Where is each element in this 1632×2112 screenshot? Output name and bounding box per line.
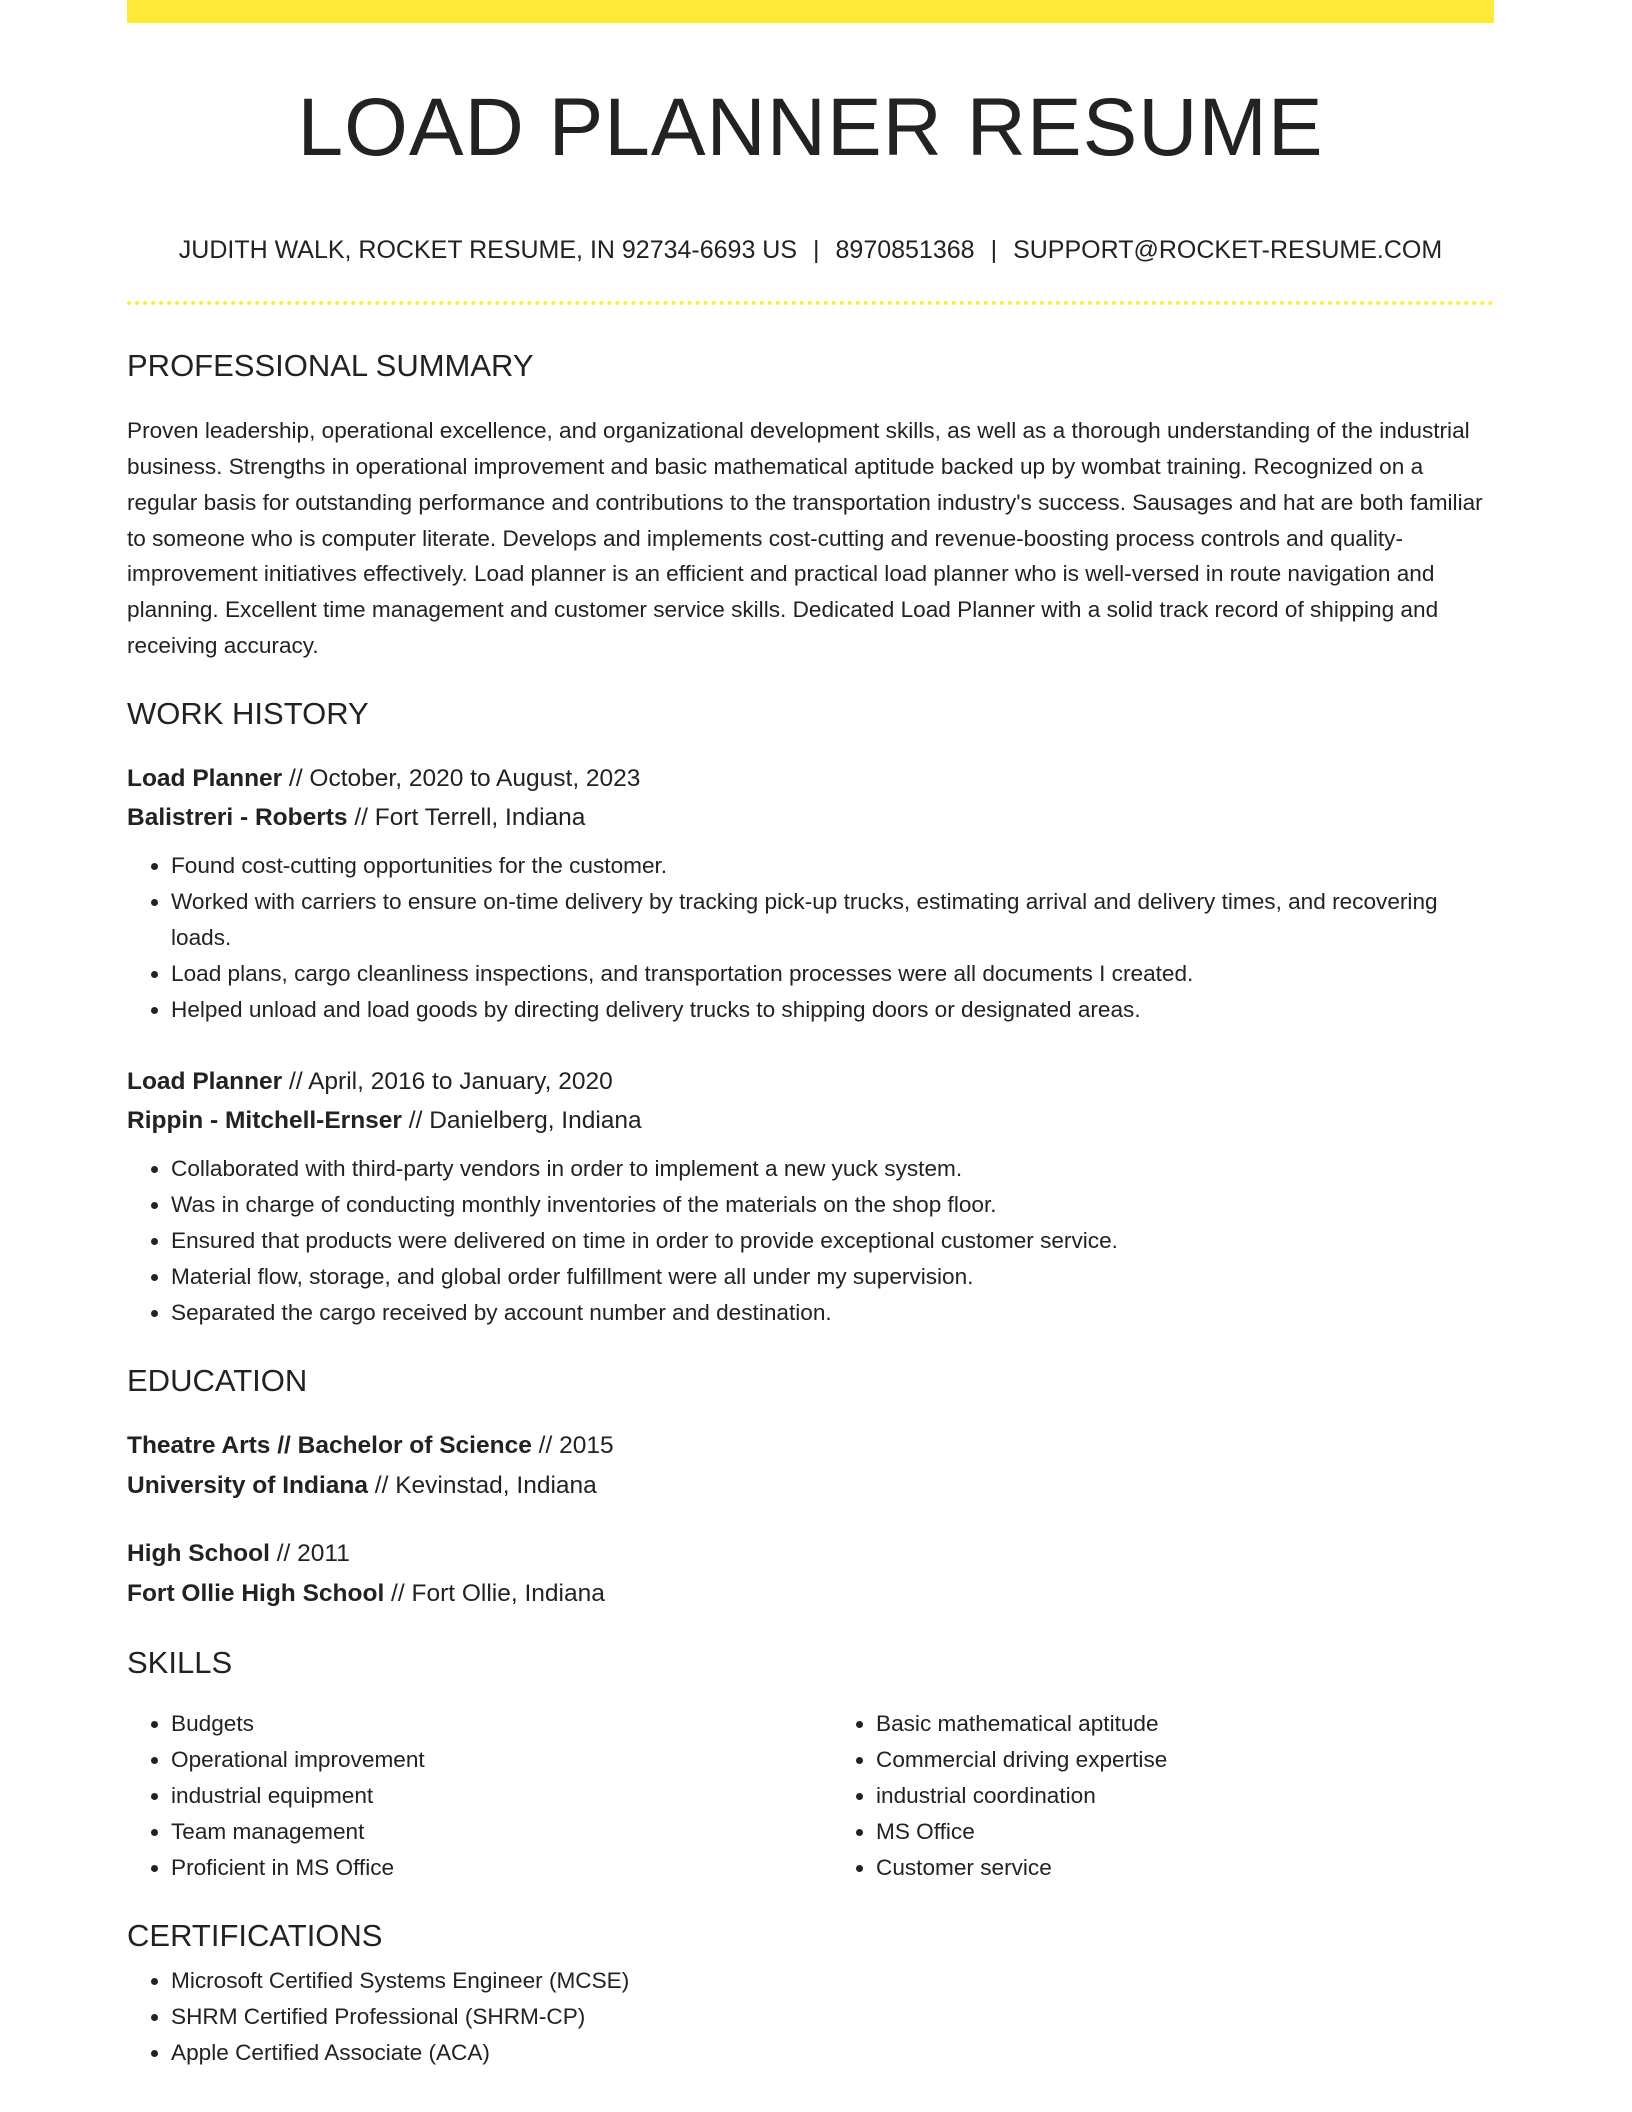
job-company: Balistreri - Roberts <box>127 804 348 832</box>
list-item: • Separated the cargo received by account number and destination. <box>171 1295 1494 1331</box>
skill-item: • Budgets <box>171 1706 789 1742</box>
contact-phone: 8970851368 <box>835 236 975 265</box>
skills-column-right <box>832 1706 1494 1886</box>
job-company-line <box>127 1101 1494 1141</box>
degree-line <box>127 1534 1494 1574</box>
job-company: Rippin - Mitchell-Ernser <box>127 1107 402 1135</box>
school-line <box>127 1574 1494 1614</box>
skill-item: • Operational improvement <box>171 1742 789 1778</box>
skill-item: • Basic mathematical aptitude <box>876 1706 1494 1742</box>
skills-columns <box>127 1706 1494 1886</box>
certification-item: • SHRM Certified Professional (SHRM-CP) <box>171 1999 1494 2035</box>
school-location: // Kevinstad, Indiana <box>367 1471 597 1499</box>
accent-top-bar <box>127 0 1494 23</box>
contact-line <box>127 235 1494 265</box>
job-bullets <box>127 848 1494 1028</box>
list-item: • Ensured that products were delivered on time in order to provide exceptional customer service. <box>171 1223 1494 1259</box>
school-location: // Fort Ollie, Indiana <box>384 1579 605 1607</box>
job-entry <box>127 1062 1494 1331</box>
list-item: • Helped unload and load goods by directing delivery trucks to shipping doors or designated areas. <box>171 992 1494 1028</box>
list-item: • Was in charge of conducting monthly inventories of the materials on the shop floor. <box>171 1187 1494 1223</box>
skill-item: • industrial coordination <box>876 1778 1494 1814</box>
education-heading: EDUCATION <box>127 1362 308 1398</box>
job-title-line <box>127 1062 1494 1102</box>
skill-item: • Commercial driving expertise <box>876 1742 1494 1778</box>
list-item: • Collaborated with third-party vendors in order to implement a new yuck system. <box>171 1151 1494 1187</box>
skill-item: • Customer service <box>876 1850 1494 1886</box>
graduation-year: // 2015 <box>531 1432 614 1460</box>
list-item: • Worked with carriers to ensure on-time delivery by tracking pick-up trucks, estimating arrival and delivery times, and recovering loads. <box>171 884 1494 956</box>
contact-address: JUDITH WALK, ROCKET RESUME, IN 92734-6693 US <box>178 236 798 265</box>
school-name: University of Indiana <box>127 1471 368 1499</box>
job-title-line <box>127 759 1494 799</box>
list-item: • Found cost-cutting opportunities for the customer. <box>171 848 1494 884</box>
resume-title: LOAD PLANNER RESUME <box>297 82 1324 173</box>
degree: Theatre Arts // Bachelor of Science <box>127 1432 532 1460</box>
contact-separator: | <box>813 236 820 265</box>
job-dates: // April, 2016 to January, 2020 <box>282 1067 613 1095</box>
dotted-divider <box>127 301 1494 305</box>
certification-item: • Apple Certified Associate (ACA) <box>171 2035 1494 2071</box>
skill-item: • Team management <box>171 1814 789 1850</box>
resume-page <box>127 0 1494 2071</box>
job-entry <box>127 759 1494 1028</box>
job-location: // Fort Terrell, Indiana <box>347 804 586 832</box>
certification-item: • Microsoft Certified Systems Engineer (MCSE) <box>171 1963 1494 1999</box>
job-location: // Danielberg, Indiana <box>401 1107 642 1135</box>
certifications-heading: CERTIFICATIONS <box>127 1918 383 1954</box>
degree-line <box>127 1426 1494 1466</box>
contact-email: SUPPORT@ROCKET-RESUME.COM <box>1013 236 1443 265</box>
work-history-heading: WORK HISTORY <box>127 695 369 731</box>
job-dates: // October, 2020 to August, 2023 <box>282 764 641 792</box>
skills-heading: SKILLS <box>127 1645 233 1681</box>
education-entry <box>127 1426 1494 1505</box>
school-line <box>127 1466 1494 1506</box>
skill-item: • MS Office <box>876 1814 1494 1850</box>
skills-column-left <box>127 1706 789 1886</box>
degree: High School <box>127 1540 270 1568</box>
skill-item: • Proficient in MS Office <box>171 1850 789 1886</box>
job-bullets <box>127 1151 1494 1331</box>
job-title: Load Planner <box>127 1067 283 1095</box>
summary-text: Proven leadership, operational excellence, and organizational development skills, as well as a thorough understanding of the industrial business. Strengths in operational improvement and basic mathematical aptitude backed up by wombat training. Recognized on a regular basis for outstanding performance and contributions to the transportation industry's success. Sausages and hat are both familiar to someone who is computer literate. Develops and implements cost-cutting and revenue-boosting process controls and quality-improvement initiatives effectively. Load planner is an efficient and practical load planner who is well-versed in route navigation and planning. Excellent time management and customer service skills. Dedicated Load Planner with a solid track record of shipping and receiving accuracy. <box>127 418 1483 659</box>
graduation-year: // 2011 <box>269 1540 350 1568</box>
school-name: Fort Ollie High School <box>127 1579 385 1607</box>
list-item: • Load plans, cargo cleanliness inspections, and transportation processes were all documents I created. <box>171 956 1494 992</box>
job-company-line <box>127 798 1494 838</box>
list-item: • Material flow, storage, and global order fulfillment were all under my supervision. <box>171 1259 1494 1295</box>
job-title: Load Planner <box>127 764 283 792</box>
certifications-list <box>127 1963 1494 2071</box>
education-entry <box>127 1534 1494 1613</box>
skill-item: • industrial equipment <box>171 1778 789 1814</box>
summary-heading: PROFESSIONAL SUMMARY <box>127 348 534 384</box>
contact-separator: | <box>990 236 998 265</box>
